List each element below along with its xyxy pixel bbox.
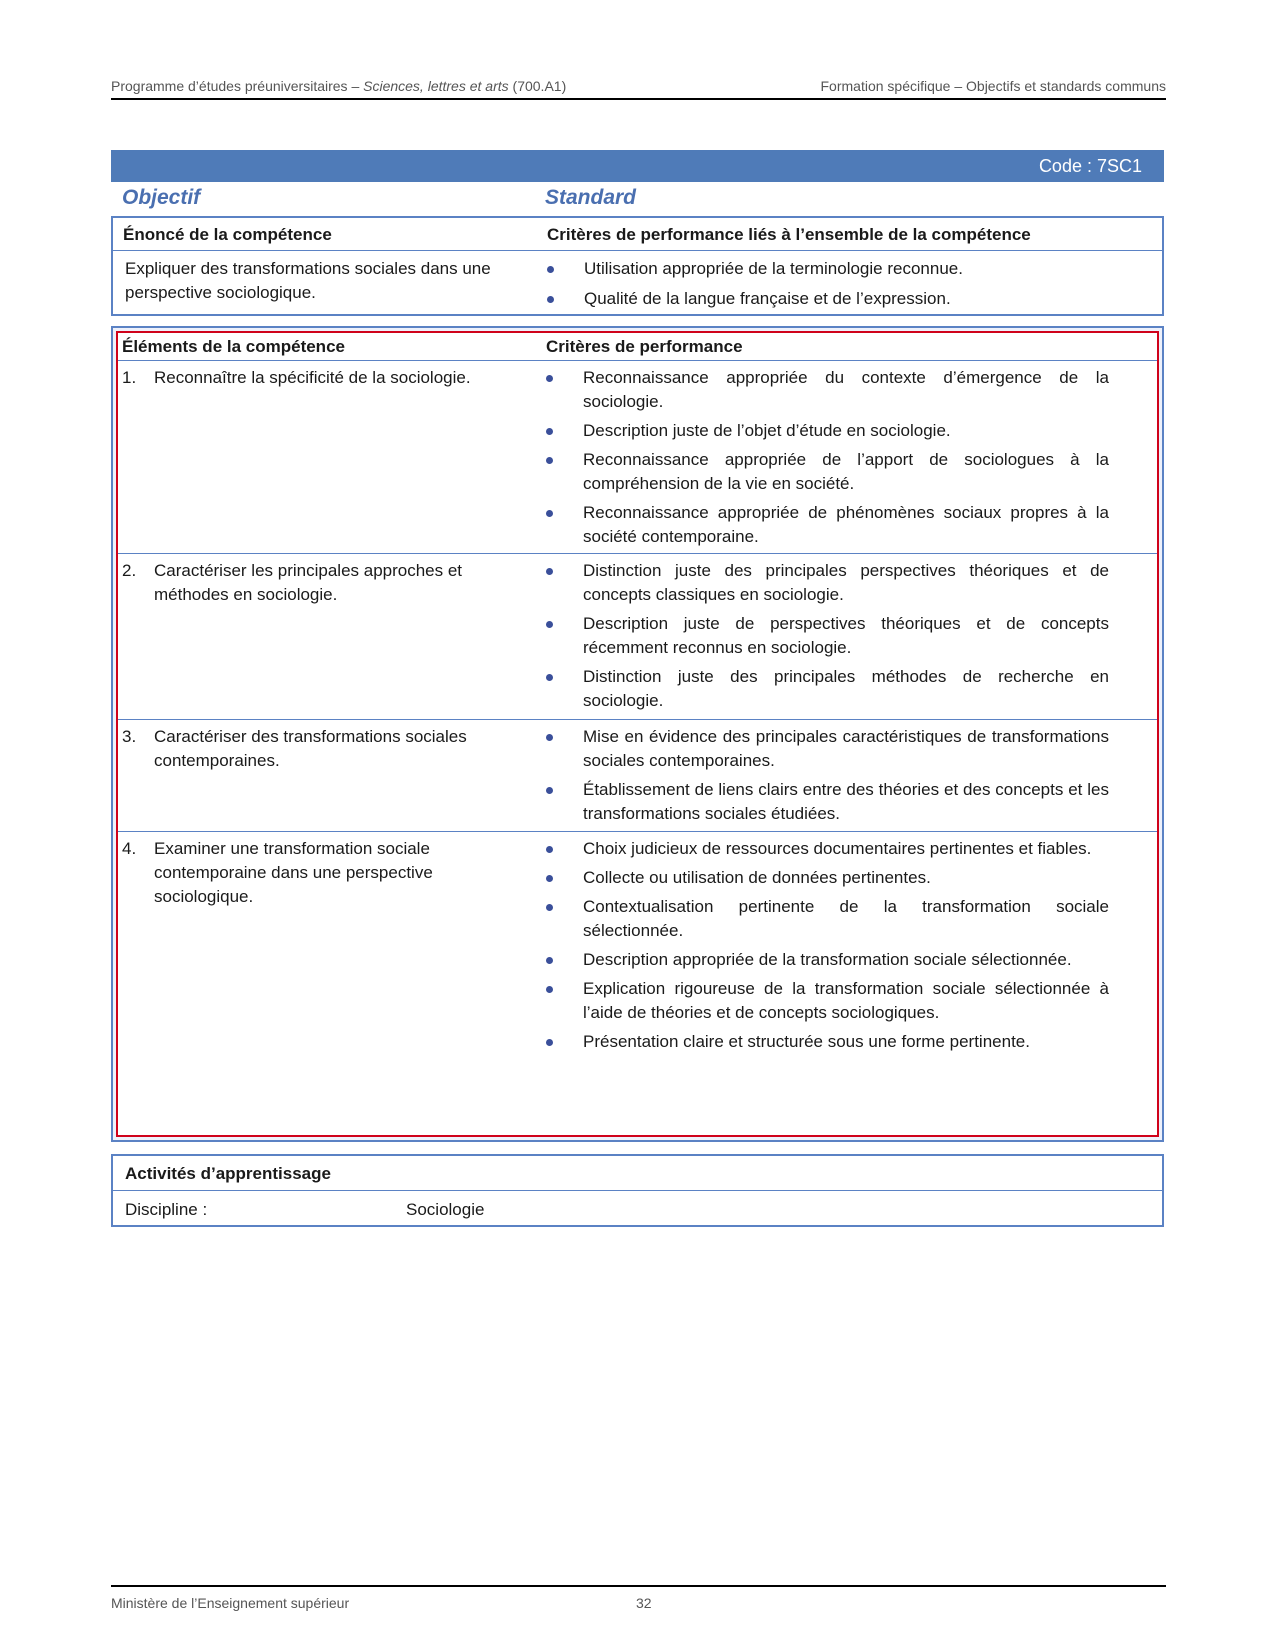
element-number: 2. <box>122 561 137 580</box>
bullet-icon <box>546 375 553 382</box>
bullet-icon <box>546 904 553 911</box>
list-item: Reconnaissance appropriée de l’apport de sociologues à la compréhension de la vie en société. <box>546 448 1109 496</box>
elements-header-right: Critères de performance <box>546 337 743 356</box>
header-program-title: Programme d’études préuniversitaires – Sciences, lettres et arts (700.A1) <box>111 78 567 94</box>
bullet-icon <box>546 787 553 794</box>
page-header <box>111 74 1166 100</box>
element-criteria-list <box>546 559 1109 718</box>
competence-header-left: Énoncé de la compétence <box>123 225 332 244</box>
competence-header-right: Critères de performance liés à l’ensemble de la compétence <box>547 225 1031 244</box>
element-row-3 <box>118 720 1157 832</box>
element-row-2 <box>118 554 1157 720</box>
list-item: Utilisation appropriée de la terminologie reconnue. <box>547 257 1067 281</box>
elements-header-left: Éléments de la compétence <box>122 337 345 356</box>
list-item: Présentation claire et structurée sous une forme pertinente. <box>546 1030 1109 1054</box>
bullet-icon <box>546 875 553 882</box>
discipline-label: Discipline : <box>125 1200 208 1219</box>
bullet-icon <box>546 1039 553 1046</box>
discipline-value: Sociologie <box>406 1200 485 1219</box>
standard-heading: Standard <box>545 186 637 209</box>
page-footer <box>111 1585 1166 1613</box>
list-item: Distinction juste des principales perspectives théoriques et de concepts classiques en sociologie. <box>546 559 1109 607</box>
list-item: Qualité de la langue française et de l’expression. <box>547 287 1067 311</box>
bullet-icon <box>546 457 553 464</box>
objectif-heading: Objectif <box>122 186 201 209</box>
bullet-icon <box>546 734 553 741</box>
bullet-icon <box>546 674 553 681</box>
competency-code: Code : 7SC1 <box>1038 156 1142 176</box>
list-item: Reconnaissance appropriée du contexte d’émergence de la sociologie. <box>546 366 1109 414</box>
element-number: 4. <box>122 839 137 858</box>
bullet-icon <box>546 986 553 993</box>
list-item: Collecte ou utilisation de données pertinentes. <box>546 866 1109 890</box>
element-number: 3. <box>122 727 137 746</box>
element-text: Examiner une transformation sociale contemporaine dans une perspective sociologique. <box>154 839 433 906</box>
element-text: Caractériser des transformations sociales contemporaines. <box>154 727 467 770</box>
bullet-icon <box>546 957 553 964</box>
list-item: Mise en évidence des principales caractéristiques de transformations sociales contemporaines. <box>546 725 1109 773</box>
bullet-icon <box>546 621 553 628</box>
header-section-title: Formation spécifique – Objectifs et standards communs <box>820 78 1166 94</box>
elements-box <box>111 326 1164 1142</box>
list-item: Explication rigoureuse de la transformation sociale sélectionnée à l’aide de théories et de concepts sociologiques. <box>546 977 1109 1025</box>
bullet-icon <box>546 846 553 853</box>
element-criteria-list <box>546 837 1109 1059</box>
elements-table <box>116 331 1159 1137</box>
list-item: Description juste de perspectives théoriques et de concepts récemment reconnus en sociologie. <box>546 612 1109 660</box>
activities-header: Activités d’apprentissage <box>125 1164 331 1183</box>
element-text: Reconnaître la spécificité de la sociologie. <box>154 368 471 387</box>
element-criteria-list <box>546 366 1109 554</box>
footer-ministry: Ministère de l’Enseignement supérieur <box>111 1595 350 1611</box>
elements-header-row <box>118 333 1157 361</box>
bullet-icon <box>547 296 554 303</box>
list-item: Description appropriée de la transformation sociale sélectionnée. <box>546 948 1109 972</box>
list-item: Établissement de liens clairs entre des théories et des concepts et les transformations sociales étudiées. <box>546 778 1109 826</box>
activities-box <box>111 1154 1164 1227</box>
list-item: Description juste de l’objet d’étude en sociologie. <box>546 419 1109 443</box>
element-row-4 <box>118 832 1157 1136</box>
element-row-1 <box>118 361 1157 554</box>
bullet-icon <box>546 428 553 435</box>
competence-statement: Expliquer des transformations sociales dans une perspective sociologique. <box>125 259 491 302</box>
competence-criteria-list <box>547 257 1067 317</box>
element-text: Caractériser les principales approches et méthodes en sociologie. <box>154 561 463 604</box>
code-bar <box>111 150 1164 182</box>
bullet-icon <box>546 510 553 517</box>
page-number: 32 <box>636 1595 652 1611</box>
list-item: Reconnaissance appropriée de phénomènes sociaux propres à la société contemporaine. <box>546 501 1109 549</box>
competence-header-row <box>113 218 1162 251</box>
bullet-icon <box>547 266 554 273</box>
list-item: Choix judicieux de ressources documentaires pertinentes et fiables. <box>546 837 1109 861</box>
bullet-icon <box>546 568 553 575</box>
competence-statement-box <box>111 216 1164 316</box>
element-number: 1. <box>122 368 137 387</box>
element-criteria-list <box>546 725 1109 831</box>
list-item: Distinction juste des principales méthodes de recherche en sociologie. <box>546 665 1109 713</box>
list-item: Contextualisation pertinente de la transformation sociale sélectionnée. <box>546 895 1109 943</box>
activities-header-row <box>113 1156 1162 1191</box>
